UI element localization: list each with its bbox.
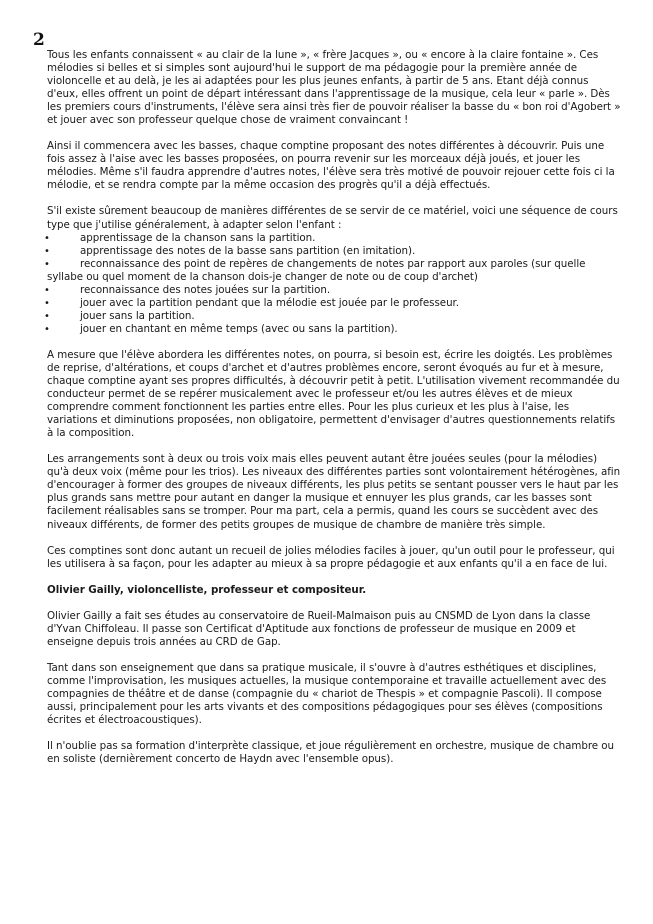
bullet-icon: • (44, 310, 50, 322)
bullet-icon: • (44, 323, 50, 335)
list-item: • jouer en chantant en même temps (avec ou sans la partition). (44, 322, 398, 335)
paragraph-notes: A mesure que l'élève abordera les différentes notes, on pourra, si besoin est, écrire les doigtés. Les problèmes de reprise, d'altérations, et coups d'archet et d'autres problèmes encore, seront évoqués au fur et à mesure, chaque comptine ayant ses propres difficultés, à découvrir petit à petit. L'utilisation vivement recommandée du conducteur permet de se repérer musicalement avec le professeur et/ou les autres élèves et de mieux comprendre comment fonctionnent les parties entre elles. Pour les plus curieux et les plus à l'aise, les variations et diminutions proposées, non obligatoire, permettent d'envisager d'autres questionnements relatifs à la composition. (47, 348, 620, 440)
lesson-sequence-list (44, 231, 622, 336)
paragraph-bio-practice: Tant dans son enseignement que dans sa pratique musicale, il s'ouvre à d'autres esthétiques et disciplines, comme l'improvisation, les musiques actuelles, la musique contemporaine et travaille actuellement avec des compagnies de théâtre et de danse (compagnie du « chariot de Thespis » et compagnie Pascoli). Il compose aussi, principalement pour les arts vivants et des compositions pédagogiques pour ses élèves (compositions écrites et électroacoustiques). (47, 661, 607, 727)
list-item: • reconnaissance des notes jouées sur la partition. (44, 283, 331, 296)
bio-heading: Olivier Gailly, violoncelliste, professeur et compositeur. (47, 583, 367, 596)
page-number: 2 (33, 30, 45, 50)
bullet-icon: • (44, 258, 50, 270)
paragraph-conclusion: Ces comptines sont donc autant un recueil de jolies mélodies faciles à jouer, qu'un outil pour le professeur, qui les utilisera à sa façon, pour les adapter au mieux à sa propre pédagogie et aux enfants qu'il a en face de lui. (47, 544, 615, 570)
paragraph-basses: Ainsi il commencera avec les basses, chaque comptine proposant des notes différentes à découvrir. Puis une fois assez à l'aise avec les basses proposées, on pourra revenir sur les morceaux déjà joués, et jouer les mélodies. Même s'il faudra apprendre d'autres notes, l'élève sera très motivé de pouvoir rejouer cette fois ci la mélodie, et se rendra compte par la même occasion des progrès qu'il a déjà effectués. (47, 140, 615, 192)
list-item: • jouer avec la partition pendant que la mélodie est jouée par le professeur. (44, 296, 460, 309)
list-intro: S'il existe sûrement beaucoup de manières différentes de se servir de ce matériel, voici une séquence de cours type que j'utilise généralement, à adapter selon l'enfant : (47, 205, 618, 231)
bullet-icon: • (44, 245, 50, 257)
paragraph-arrangements: Les arrangements sont à deux ou trois voix mais elles peuvent autant être jouées seules (pour la mélodies) qu'à deux voix (même pour les trios). Les niveaux des différentes parties sont volontairement hétérogènes, afin d'encourager à former des groupes de niveaux différents, les plus petits se sentant pousser vers le haut par les plus grands sans mettre pour autant en danger la musique et ennuyer les plus grands, car les basses sont facilement réalisables sans se tromper. Pour ma part, cela a permis, quand les cours se succèdent avec des niveaux différents, de former des petits groupes de musique de chambre de manière très simple. (47, 453, 621, 531)
list-item: • apprentissage des notes de la basse sans partition (en imitation). (44, 244, 416, 257)
document-body (44, 49, 622, 779)
bullet-icon: • (44, 297, 50, 309)
list-item: • reconnaissance des point de repères de changements de notes par rapport aux paroles (sur quelle syllabe ou quel moment de la chanson dois-je changer de note ou de coup d'archet) (44, 257, 586, 283)
bullet-icon: • (44, 284, 50, 296)
bullet-icon: • (44, 232, 50, 244)
list-item: • apprentissage de la chanson sans la partition. (44, 231, 316, 244)
paragraph-intro: Tous les enfants connaissent « au clair de la lune », « frère Jacques », ou « encore à la claire fontaine ». Ces mélodies si belles et si simples sont aujourd'hui le support de ma pédagogie pour la première année de violoncelle et au delà, je les ai adaptées pour les plus jeunes enfants, à partir de 5 ans. Etant déjà connus d'eux, elles offrent un point de départ intéressant dans l'apprentissage de la musique, cela leur « parle ». Dès les premiers cours d'instruments, l'élève sera ainsi très fier de pouvoir réaliser la basse du « bon roi d'Agobert » et jouer avec son professeur quelque chose de vraiment convaincant ! (47, 49, 621, 127)
list-item: • jouer sans la partition. (44, 309, 195, 322)
paragraph-bio-performer: Il n'oublie pas sa formation d'interprète classique, et joue régulièrement en orchestre, musique de chambre ou en soliste (dernièrement concerto de Haydn avec l'ensemble opus). (47, 740, 615, 766)
paragraph-bio-studies: Olivier Gailly a fait ses études au conservatoire de Rueil-Malmaison puis au CNSMD de Lyon dans la classe d'Yvan Chiffoleau. Il passe son Certificat d'Aptitude aux fonctions de professeur de musique en 2009 et enseigne depuis trois années au CRD de Gap. (47, 609, 591, 648)
